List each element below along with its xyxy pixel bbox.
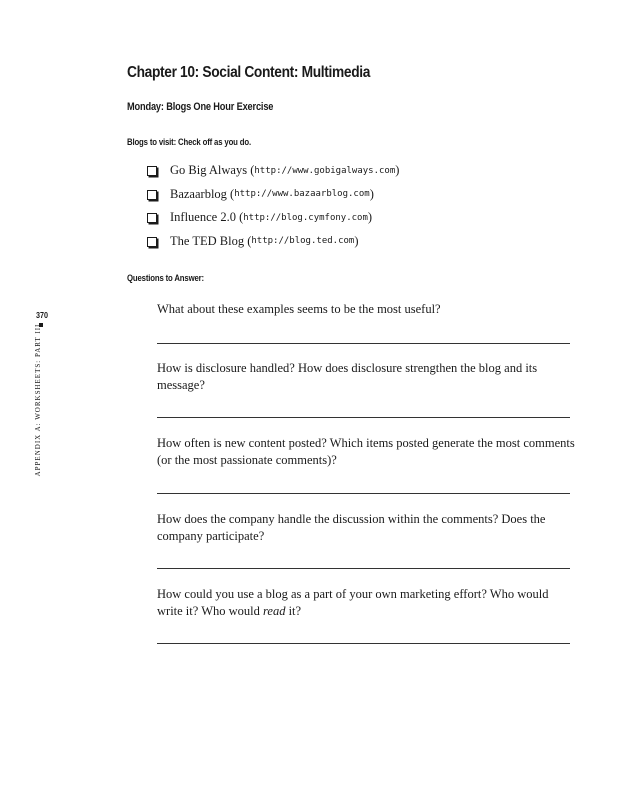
blog-item xyxy=(147,159,399,183)
paren-close: ) xyxy=(395,163,400,178)
question-text xyxy=(157,586,577,620)
chapter-title: Chapter 10: Social Content: Multimedia xyxy=(127,64,371,81)
paren-open: ( xyxy=(247,163,255,178)
question-text: What about these examples seems to be the most useful? xyxy=(157,302,441,316)
blog-name: Bazaarblog xyxy=(170,186,227,201)
section-heading: Monday: Blogs One Hour Exercise xyxy=(127,101,274,113)
question-text: How does the company handle the discussion within the comments? Does the company participate? xyxy=(157,512,546,543)
answer-line[interactable] xyxy=(157,568,570,569)
blog-url: http://blog.ted.com xyxy=(251,236,355,247)
blog-url: http://blog.cymfony.com xyxy=(243,212,368,223)
paren-close: ) xyxy=(369,186,374,201)
question-emphasis: read xyxy=(263,604,286,618)
answer-line[interactable] xyxy=(157,643,570,644)
paren-open: ( xyxy=(235,210,244,225)
blogs-heading: Blogs to visit: Check off as you do. xyxy=(127,137,251,148)
blog-name: Go Big Always xyxy=(170,163,248,178)
page-number: 370 xyxy=(36,311,49,320)
blog-item xyxy=(147,206,399,230)
blog-item xyxy=(147,183,399,207)
answer-line[interactable] xyxy=(157,417,570,418)
blog-name: The TED Blog xyxy=(170,233,245,248)
questions-heading: Questions to Answer: xyxy=(127,273,204,284)
question-text: How is disclosure handled? How does disclosure strengthen the blog and its message? xyxy=(157,361,538,392)
answer-line[interactable] xyxy=(157,343,570,344)
paren-close: ) xyxy=(367,210,373,225)
question-text: How often is new content posted? Which items posted generate the most comments (or the most passionate comments)? xyxy=(157,436,575,467)
blog-url: http://www.gobigalways.com xyxy=(254,165,396,176)
blog-url: http://www.bazaarblog.com xyxy=(234,189,370,200)
answer-line[interactable] xyxy=(157,493,570,494)
question-text-part: it? xyxy=(285,604,302,618)
running-head: APPENDIX A: WORKSHEETS: PART III xyxy=(34,323,42,477)
paren-open: ( xyxy=(226,186,235,201)
paren-open: ( xyxy=(244,233,252,248)
question-text-part: How could you use a blog as a part of your own marketing effort? Who would write it? Who would xyxy=(157,587,549,618)
checkbox-icon[interactable] xyxy=(147,213,157,223)
blog-checklist xyxy=(147,159,399,253)
paren-close: ) xyxy=(354,233,359,248)
blog-name: Influence 2.0 xyxy=(170,210,236,225)
checkbox-icon[interactable] xyxy=(147,190,157,200)
blog-item xyxy=(147,230,399,254)
checkbox-icon[interactable] xyxy=(147,166,157,176)
checkbox-icon[interactable] xyxy=(147,237,157,247)
